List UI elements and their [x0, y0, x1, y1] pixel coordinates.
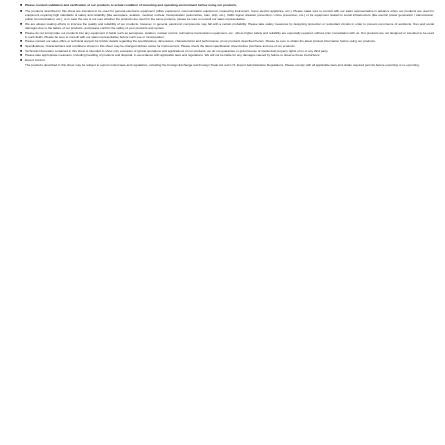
bullet: ■ — [19, 53, 22, 58]
item-text: Please conduct validation and verification of our products to actual condition of mounting and operating environment before using our products. — [25, 3, 238, 7]
bullet: ■ — [19, 30, 22, 35]
item-text: Specifications, characteristics and conditions shown in this sheet may be changed without notice for improvement. Please check the latest specification sheet before purchase and use of our products. — [25, 44, 296, 49]
list-item — [14, 58, 434, 62]
list-item — [14, 53, 434, 57]
item-text: Please take appropriate measures, including handling of products and disposal, in accordance with applicable laws and regulations. We will not be liable for any damages caused by failure to observe these instructions. — [25, 53, 321, 58]
list-item — [14, 9, 434, 21]
list-item — [14, 31, 434, 39]
list-item — [14, 49, 434, 53]
bullet: ■ — [19, 3, 22, 7]
item-text: Please contact our sales office or technical support for further details regarding the specifications, dimensions, characteristics and performance of our products described herein. Please be sure to obtain the latest product information before using our products. — [25, 39, 376, 44]
disclaimer-list — [14, 3, 434, 68]
bullet: ■ — [19, 8, 22, 13]
item-text: We are always making efforts to improve the quality and reliability of our products, however, in general, electronic components may fail with a certain probability. Please take safety measures by designing protection or redundant circuits in order to prevent occurrence of accidents, fires and social damages due to the failure of our products, and please confirm the safety of your products and system. — [25, 21, 434, 30]
item-text: The products described in this sheet are intended to be used for general electronic equipment (office equipment, communication equipment, measuring instrument, home electric appliance, etc.). Please make sure to consult with our sales representative in advance when our products are used for equipment requiring high standards of safety and reliability (like aerospace, aviation, medical, nuclear, transportation (automotive, train, ship, etc.), traffic signal, disaster prevention / crime prevention, etc.) or for equipment related to social infrastructure (like electric power generation / transmission, public communication, etc.), or in case the use is not sure whether the products are used for the same purpose, please be sure to consult our sales representative. — [25, 8, 434, 22]
list-item — [14, 3, 434, 7]
bullet: ■ — [19, 58, 22, 63]
bullet: ■ — [19, 44, 22, 49]
list-item — [14, 22, 434, 30]
bullet: ■ — [19, 21, 22, 26]
item-text: Export Control — [25, 58, 45, 63]
list-item — [14, 44, 434, 48]
bullet: ■ — [19, 39, 22, 44]
item-text: Please do not incorporate our products into any equipment in fields such as aerospace, aviation, nuclear control, submarine transmission equipment, etc., where higher safety and reliability are especially required, without prior consultation with us. Our products are not designed or intended to be used in such fields. Please be sure to consult with our sales representative before such use or incorporation. — [25, 30, 434, 39]
item-text: Technical information contained in this sheet is intended to show only examples of typical operations and applications of our products; we do not guarantee or grant license of intellectual property rights of us or any third party. — [25, 48, 329, 53]
list-item — [14, 63, 434, 67]
item-text: The products described in this sheet may be subject to export control laws and regulations, including the Foreign Exchange and Foreign Trade Act and U.S. Export Administration Regulations. Please comply with all applicable laws and obtain required permits before exporting or re-exporting. — [25, 62, 420, 67]
bullet: ■ — [19, 48, 22, 53]
list-item — [14, 39, 434, 43]
